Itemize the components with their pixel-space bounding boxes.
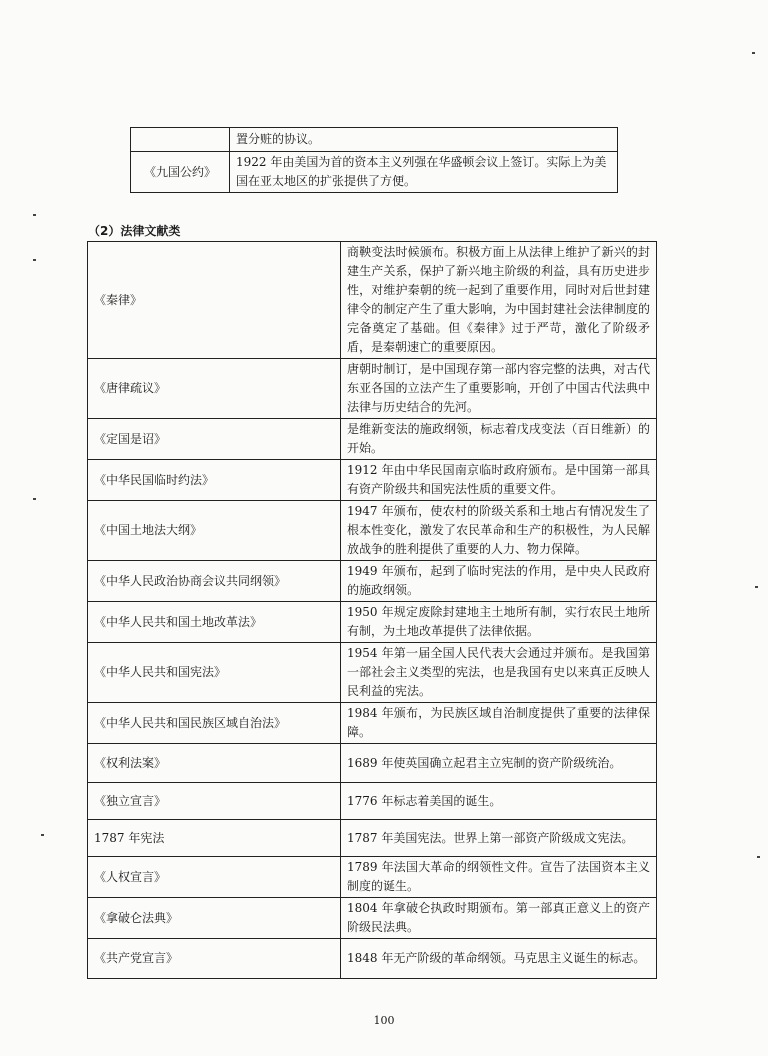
table-row [88,703,657,744]
page-number: 100 [373,1014,395,1027]
document-desc-cell: 1950 年规定废除封建地主土地所有制，实行农民土地所有制，为土地改革提供了法律依据。 [341,602,657,643]
scan-speck [752,52,755,54]
document-desc-cell: 1954 年第一届全国人民代表大会通过并颁布。是我国第一部社会主义类型的宪法，也是我国有史以来真正反映人民利益的宪法。 [341,643,657,703]
scan-speck [33,214,36,216]
treaty-desc-cell: 置分赃的协议。 [230,128,618,152]
table-row [88,561,657,602]
table-row [88,643,657,703]
scan-speck [755,586,758,588]
table-row [131,152,618,193]
scan-speck [33,259,36,261]
document-desc-cell: 1848 年无产阶级的革命纲领。马克思主义诞生的标志。 [341,939,657,979]
table-row [131,128,618,152]
table-row [88,602,657,643]
table-row [88,898,657,939]
table-row [88,783,657,820]
document-name-cell: 《人权宣言》 [88,857,341,898]
document-desc-cell: 1789 年法国大革命的纲领性文件。宣告了法国资本主义制度的诞生。 [341,857,657,898]
document-desc-cell: 唐朝时制订，是中国现存第一部内容完整的法典，对古代东亚各国的立法产生了重要影响，开创了中国古代法典中法律与历史结合的先河。 [341,359,657,419]
table-row [88,744,657,783]
document-name-cell: 《共产党宣言》 [88,939,341,979]
document-desc-cell: 1984 年颁布，为民族区域自治制度提供了重要的法律保障。 [341,703,657,744]
treaty-desc-cell: 1922 年由美国为首的资本主义列强在华盛顿会议上签订。实际上为美国在亚太地区的扩张提供了方便。 [230,152,618,193]
document-desc-cell: 1787 年美国宪法。世界上第一部资产阶级成文宪法。 [341,820,657,857]
document-desc-cell: 1689 年使英国确立起君主立宪制的资产阶级统治。 [341,744,657,783]
document-desc-cell: 1912 年由中华民国南京临时政府颁布。是中国第一部具有资产阶级共和国宪法性质的重要文件。 [341,460,657,501]
document-name-cell: 《中华民国临时约法》 [88,460,341,501]
table-row [88,820,657,857]
table-row [88,501,657,561]
document-desc-cell: 1949 年颁布，起到了临时宪法的作用，是中央人民政府的施政纲领。 [341,561,657,602]
document-name-cell: 《秦律》 [88,242,341,359]
document-name-cell: 《中华人民共和国土地改革法》 [88,602,341,643]
scan-speck [33,498,36,500]
document-name-cell: 《中华人民共和国宪法》 [88,643,341,703]
table-row [88,359,657,419]
document-desc-cell: 1776 年标志着美国的诞生。 [341,783,657,820]
table-row [88,460,657,501]
document-name-cell: 《独立宣言》 [88,783,341,820]
section-heading: （2）法律文献类 [88,224,181,238]
document-desc-cell: 1804 年拿破仑执政时期颁布。第一部真正意义上的资产阶级民法典。 [341,898,657,939]
table-row [88,419,657,460]
treaty-name-cell: 《九国公约》 [131,152,230,193]
table-row [88,857,657,898]
scan-speck [41,834,44,836]
table-row [88,939,657,979]
document-desc-cell: 1947 年颁布，使农村的阶级关系和土地占有情况发生了根本性变化，激发了农民革命和生产的积极性，为人民解放战争的胜利提供了重要的人力、物力保障。 [341,501,657,561]
treaty-name-cell [131,128,230,152]
document-name-cell: 《中国土地法大纲》 [88,501,341,561]
document-name-cell: 《权利法案》 [88,744,341,783]
scan-speck [757,856,760,858]
table-row [88,242,657,359]
document-desc-cell: 商鞅变法时候颁布。积极方面上从法律上维护了新兴的封建生产关系，保护了新兴地主阶级的利益，具有历史进步性，对维护秦朝的统一起到了重要作用，同时对后世封建律令的制定产生了重大影响，为中国封建社会法律制度的完备奠定了基础。但《秦律》过于严苛，激化了阶级矛盾，是秦朝速亡的重要原因。 [341,242,657,359]
document-name-cell: 《拿破仑法典》 [88,898,341,939]
document-name-cell: 1787 年宪法 [88,820,341,857]
document-desc-cell: 是维新变法的施政纲领，标志着戊戌变法（百日维新）的开始。 [341,419,657,460]
document-name-cell: 《中华人民共和国民族区域自治法》 [88,703,341,744]
document-name-cell: 《中华人民政治协商会议共同纲领》 [88,561,341,602]
document-name-cell: 《定国是诏》 [88,419,341,460]
document-name-cell: 《唐律疏议》 [88,359,341,419]
treaty-table [130,127,618,193]
legal-documents-table [87,241,657,979]
